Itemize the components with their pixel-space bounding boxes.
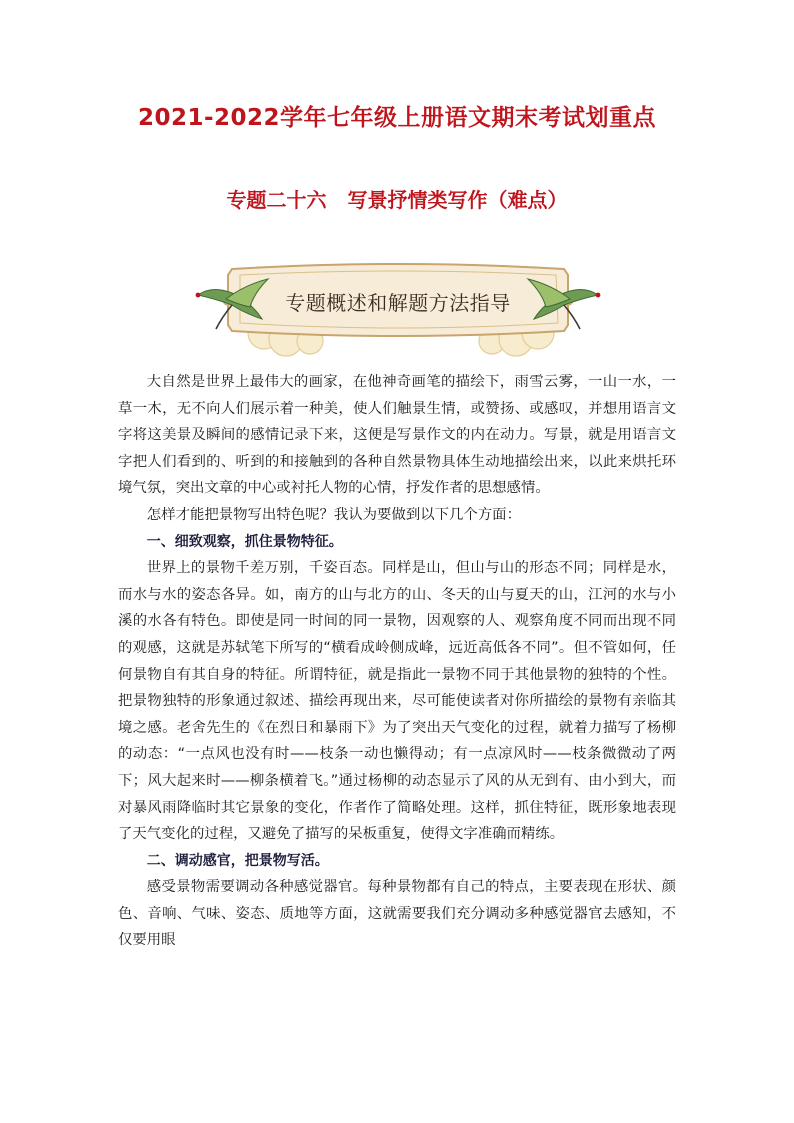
section-body-1: 世界上的景物千差万别，千姿百态。同样是山，但山与山的形态不同；同样是水，而水与水的姿态各异。如，南方的山与北方的山、冬天的山与夏天的山，江河的水与小溪的水各有特色。即使是同一时间的同一景物，因观察的人、观察角度不同而出现不同的观感，这就是苏轼笔下所写的“横看成岭侧成峰，远近高低各不同”。但不管如何，任何景物自有其自身的特征。所谓特征，就是指此一景物不同于其他景物的独特的个性。把景物独特的形象通过叙述、描绘再现出来，尽可能使读者对你所描绘的景物有亲临其境之感。老舍先生的《在烈日和暴雨下》为了突出天气变化的过程，就着力描写了杨柳的动态：“一点风也没有时——枝条一动也懒得动；有一点凉风时——枝条微微动了两下；风大起来时——柳条横着飞。”通过杨柳的动态显示了风的从无到有、由小到大，而对暴风雨降临时其它景象的变化，作者作了简略处理。这样，抓住特征，既形象地表现了天气变化的过程，又避免了描写的呆板重复，使得文字准确而精练。 [118,560,676,843]
document-title: 2021-2022学年七年级上册语文期末考试划重点 [137,105,657,131]
article-body [118,369,676,954]
banner-label: 专题概述和解题方法指导 [285,291,511,315]
section-banner [192,255,604,367]
intro-paragraph: 大自然是世界上最伟大的画家，在他神奇画笔的描绘下，雨雪云雾，一山一水，一草一木，无不向人们展示着一种美，使人们触景生情，或赞扬、或感叹，并想用语言文字将这美景及瞬间的感情记录下来，这便是写景作文的内在动力。写景，就是用语言文字把人们看到的、听到的和接触到的各种自然景物具体生动地描绘出来，以此来烘托环境气氛，突出文章的中心或衬托人物的心情，抒发作者的思想感情。 [118,374,676,497]
section-heading-2: 二、调动感官，把景物写活。 [146,852,329,869]
question-paragraph: 怎样才能把景物写出特色呢？我认为要做到以下几个方面： [146,506,521,523]
document-subtitle: 专题二十六 写景抒情类写作（难点） [226,188,568,212]
section-heading-1: 一、细致观察，抓住景物特征。 [146,533,343,550]
section-body-2: 感受景物需要调动各种感觉器官。每种景物都有自己的特点，主要表现在形状、颜色、音响、气味、姿态、质地等方面，这就需要我们充分调动多种感觉器官去感知，不仅要用眼 [118,879,676,949]
